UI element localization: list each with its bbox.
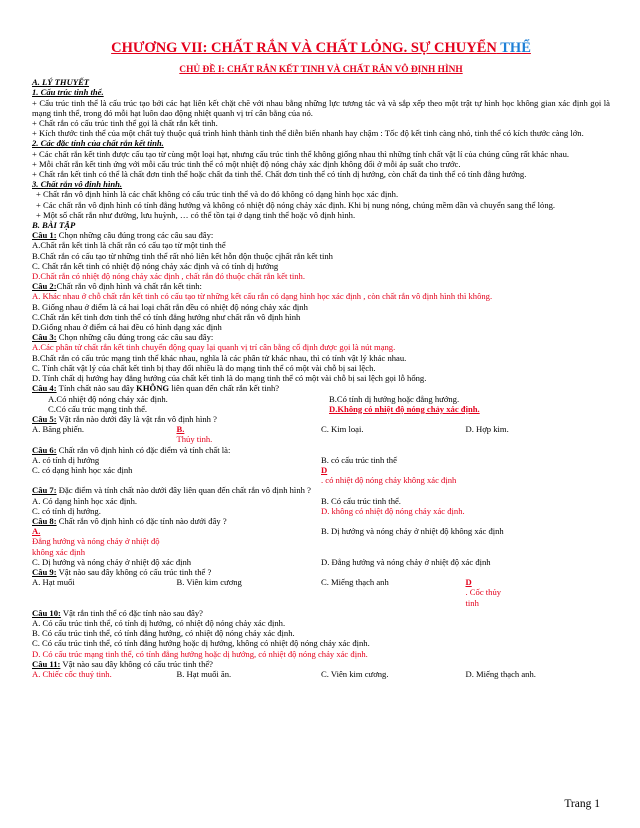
option-a: A.Chất rắn kết tinh là chất rắn có cấu tạo từ một tinh thể — [32, 240, 226, 251]
chapter-title-tail: THỂ — [496, 40, 531, 56]
section-2-para: + Chất rắn kết tinh có thể là chất đơn tinh thể hoặc chất đa tinh thể. Chất đơn tinh thể có tính dị hướng, còn chất đa tinh thể có tính đẳng hướng. — [32, 169, 527, 180]
question-10 — [32, 608, 610, 659]
question-label: Câu 3: — [32, 332, 57, 343]
question-label: Câu 4: — [32, 383, 57, 394]
option-d: D. Hợp kim. — [465, 424, 509, 435]
question-label: Câu 7: — [32, 485, 57, 496]
options-row — [32, 557, 610, 567]
section-2-para: + Các chất rắn kết tinh được cấu tạo từ cùng một loại hạt, nhưng cấu trúc tinh thể không giống nhau thì những tính chất vật lí của chúng cũng rất khác nhau. — [32, 148, 570, 159]
question-text: Vật nào sau đây không có cấu trúc tinh thể? — [60, 658, 213, 669]
options-row — [32, 465, 610, 485]
section-2-para: + Mỗi chất rắn kết tinh ứng với mỗi cấu trúc tinh thể có một nhiệt độ nóng chảy xác định không đổi ở mỗi áp suất cho trước. — [32, 158, 461, 169]
page-number: Trang 1 — [564, 798, 600, 810]
option-b: B. Có cấu trúc tinh thể, có tính đẳng hướng, có nhiệt độ nóng chảy xác định. — [32, 628, 295, 639]
question-label: Câu 2: — [32, 281, 57, 292]
option-a: A. Hạt muối — [32, 577, 75, 588]
section-1-heading: 1. Cấu trúc tinh thể. — [32, 87, 104, 98]
option-a-answer: A. Chiếc cốc thuỷ tinh. — [32, 668, 112, 679]
option-text: Đẳng hướng và nóng chảy ở nhiệt độ không xác định — [32, 536, 160, 557]
section-3-para: + Các chất rắn vô định hình có tính đẳng hướng và không có nhiệt độ nóng chảy xác định. Khi bị nung nóng, chúng mềm dần và chuyển sang thể lỏng. — [36, 199, 556, 210]
question-7 — [32, 485, 610, 516]
option-d-answer — [466, 577, 611, 608]
question-text: Chất rắn vô định hình và chất rắn kết tinh: — [56, 281, 202, 292]
option-b: B. có cấu trúc tinh thế — [321, 454, 397, 465]
option-letter: B. — [176, 424, 185, 435]
option-a: A.Có nhiệt độ nóng chảy xác định. — [48, 393, 168, 404]
option-a-answer — [32, 526, 321, 557]
option-c: C. Viên kim cương. — [321, 668, 389, 679]
question-9 — [32, 567, 610, 608]
section-3-para: + Chất rắn vô định hình là các chất không có cấu trúc tinh thể và do đó không có dạng hình học xác định. — [36, 189, 399, 200]
option-a-answer: A.Các phân tử chất rắn kết tinh chuyển động quay lại quanh vị trí cân bằng cố định được gọi là nút mạng. — [32, 342, 396, 353]
question-5 — [32, 414, 610, 445]
exercises-heading: B. BÀI TẬP — [32, 220, 76, 231]
question-8 — [32, 516, 610, 567]
option-text: . Cốc thủy tinh — [465, 587, 502, 608]
option-b: B. Dị hướng và nóng chảy ở nhiệt độ không xác định — [321, 526, 504, 537]
option-b: B. Có cấu trúc tinh thể. — [321, 495, 401, 506]
section-1-para: + Cấu trúc tinh thể là cấu trúc tạo bởi các hạt liên kết chặt chẽ với nhau bằng những lực tương tác và và sắp xếp theo một trật tự hình học không gian xác định gọi là mạng tinh thể, trong đó mỗi hạt luôn dao động nhiệt quanh vị trí cân bằng của nó. — [32, 97, 610, 118]
option-c: C. Chất rắn kết tinh có nhiệt độ nóng chảy xác định và có tính dị hướng — [32, 260, 279, 271]
option-c: C. Dị hướng và nóng chảy ở nhiệt độ xác định — [32, 556, 192, 567]
question-text: Tính chất nào sau đây — [56, 383, 137, 394]
options-row — [32, 669, 610, 679]
option-d-answer: D. không có nhiệt độ nóng chảy xác định. — [321, 505, 465, 516]
option-d: D.Giống nhau ở điểm cả hai đều có hình dạng xác định — [32, 322, 222, 333]
options-row — [32, 404, 610, 414]
option-b: B. Hạt muối ăn. — [176, 668, 232, 679]
topic-title: CHỦ ĐỀ I: CHẤT RẮN KẾT TINH VÀ CHẤT RẮN VÔ ĐỊNH HÌNH — [179, 65, 463, 75]
option-c: C. Kim loại. — [321, 424, 364, 435]
question-label: Câu 1: — [32, 230, 57, 241]
options-row — [32, 455, 610, 465]
question-1 — [32, 230, 610, 281]
option-a: A. Băng phiến. — [32, 424, 85, 435]
question-text: Đặc điểm và tính chất nào dưới đây liên quan đến chất rắn vô định hình ? — [56, 485, 311, 496]
question-text-end: liên quan đến chất rắn kết tinh? — [169, 383, 280, 394]
options-row — [32, 394, 610, 404]
option-letter: A. — [32, 526, 41, 537]
options-row — [32, 526, 610, 557]
option-a: A. Có dạng hình học xác định. — [32, 495, 138, 506]
question-label: Câu 5: — [32, 413, 57, 424]
section-1-para: + Kích thước tinh thể của một chất tuỳ thuộc quá trình hình thành tinh thể diễn biến nhanh hay chậm : Tốc độ kết tinh càng nhỏ, tinh thể có kích thước càng lớn. — [32, 128, 584, 139]
question-4 — [32, 383, 610, 414]
option-c: C. có dạng hình học xác định — [32, 464, 133, 475]
option-a: A. Có cấu trúc tinh thể, có tính dị hướng, có nhiệt độ nóng chảy xác định. — [32, 617, 286, 628]
options-row — [32, 424, 610, 444]
section-1-para: + Chất rắn có cấu trúc tinh thể gọi là chất rắn kết tinh. — [32, 118, 218, 129]
chapter-title-main: CHƯƠNG VII: CHẤT RẮN VÀ CHẤT LỎNG. SỰ CHUYỂN — [111, 40, 497, 56]
question-text: Vật nào sau đây không có cấu trúc tinh thể ? — [56, 566, 212, 577]
option-c: C. có tính dị hướng. — [32, 505, 101, 516]
option-b: B.Có tính dị hướng hoặc đẳng hướng. — [329, 393, 460, 404]
question-emphasis: KHÔNG — [136, 383, 170, 394]
question-11 — [32, 659, 610, 679]
question-label: Câu 11: — [32, 658, 61, 669]
option-d-answer: D.Không có nhiệt độ nóng chảy xác định. — [329, 403, 480, 414]
theory-heading: A. LÝ THUYẾT — [32, 77, 90, 88]
option-b: B.Chất rắn có cấu trúc mạng tinh thể khác nhau, nghĩa là các phân tử khác nhau, thì có tính vật lý khác nhau. — [32, 352, 407, 363]
question-label: Câu 10: — [32, 607, 61, 618]
option-c: C. Miếng thạch anh — [321, 577, 389, 588]
option-d: D. Miếng thạch anh. — [465, 668, 536, 679]
question-6 — [32, 445, 610, 486]
section-3-para: + Một số chất rắn như đường, lưu huỳnh, … có thể tồn tại ở dạng tinh thể hoặc vô định hình. — [36, 209, 356, 220]
option-text: . có nhiệt độ nóng chảy không xác định — [321, 475, 457, 486]
section-3-heading: 3. Chất rắn vô định hình. — [32, 179, 123, 190]
question-label: Câu 9: — [32, 566, 57, 577]
question-text: Chất rắn vô định hình có đặc điểm và tính chất là: — [56, 444, 231, 455]
section-2-heading: 2. Các đặc tính của chất rắn kết tinh. — [32, 138, 164, 149]
option-d-answer: D.Chất rắn có nhiệt độ nóng chảy xác định , chất rắn đó thuộc chất rắn kết tinh. — [32, 271, 306, 282]
option-a-answer: A. Khác nhau ở chỗ chất rắn kết tinh có cấu tạo từ những kết cấu rắn có dạng hình học xác định , còn chất rắn vô định hình thì không. — [32, 291, 493, 302]
option-b: B. Giống nhau ở điểm là cả hai loại chất rắn đều có nhiệt độ nóng chảy xác định — [32, 301, 308, 312]
option-a: A. có tính dị hướng — [32, 454, 100, 465]
question-text: Vật rắn tinh thể có đặc tính nào sau đây? — [60, 607, 203, 618]
option-d-answer: D. Có cấu trúc mạng tinh thể, có tính đẳng hướng hoặc dị hướng, có nhiệt độ nóng chảy xác định. — [32, 648, 368, 659]
option-c: C.Có cấu trúc mạng tinh thể. — [48, 403, 148, 414]
option-b-answer — [177, 424, 322, 444]
option-letter: D — [321, 464, 328, 475]
option-c: C.Chất rắn kết tinh đơn tinh thể có tính đẳng hướng như chất rắn vô định hình — [32, 311, 301, 322]
question-text: Chọn những câu đúng trong các câu sau đây: — [56, 230, 214, 241]
option-c: C. Có cấu trúc tinh thể, có tính đẳng hướng hoặc dị hướng, không có nhiệt độ nóng chảy xác định. — [32, 638, 370, 649]
question-label: Câu 6: — [32, 444, 57, 455]
options-row — [32, 496, 610, 506]
option-text: Thủy tinh. — [176, 434, 213, 445]
option-letter: D — [465, 577, 472, 588]
option-d: D. Tính chất dị hướng hay đẳng hướng của chất kết tinh là do mạng tinh thể có một vài chỗ bị sai lệch gọi lỗ hổng. — [32, 373, 427, 384]
option-c: C. Tính chất vật lý của chất kết tinh bị thay đổi nhiều là do mạng tinh thể có một vài chỗ bị sai lệch. — [32, 362, 376, 373]
question-text: Vật rắn nào dưới đây là vật rắn vô định hình ? — [56, 413, 217, 424]
chapter-title — [32, 40, 610, 57]
option-d-answer — [321, 465, 610, 485]
option-b: B. Viên kim cương — [176, 577, 242, 588]
options-row — [32, 577, 610, 608]
question-text: Chọn những câu đúng trong các câu sau đây: — [56, 332, 214, 343]
question-label: Câu 8: — [32, 515, 57, 526]
option-d: D. Đẳng hướng và nóng chảy ở nhiệt độ xác định — [321, 556, 491, 567]
question-text: Chất rắn vô định hình có đặc tính nào dưới đây ? — [56, 515, 227, 526]
question-2 — [32, 281, 610, 332]
option-b: B.Chất rắn có cấu tạo từ những tinh thể rất nhỏ liên kết hỗn độn thuộc cjhất rắn kết tinh — [32, 250, 333, 261]
question-3 — [32, 332, 610, 383]
options-row — [32, 506, 610, 516]
